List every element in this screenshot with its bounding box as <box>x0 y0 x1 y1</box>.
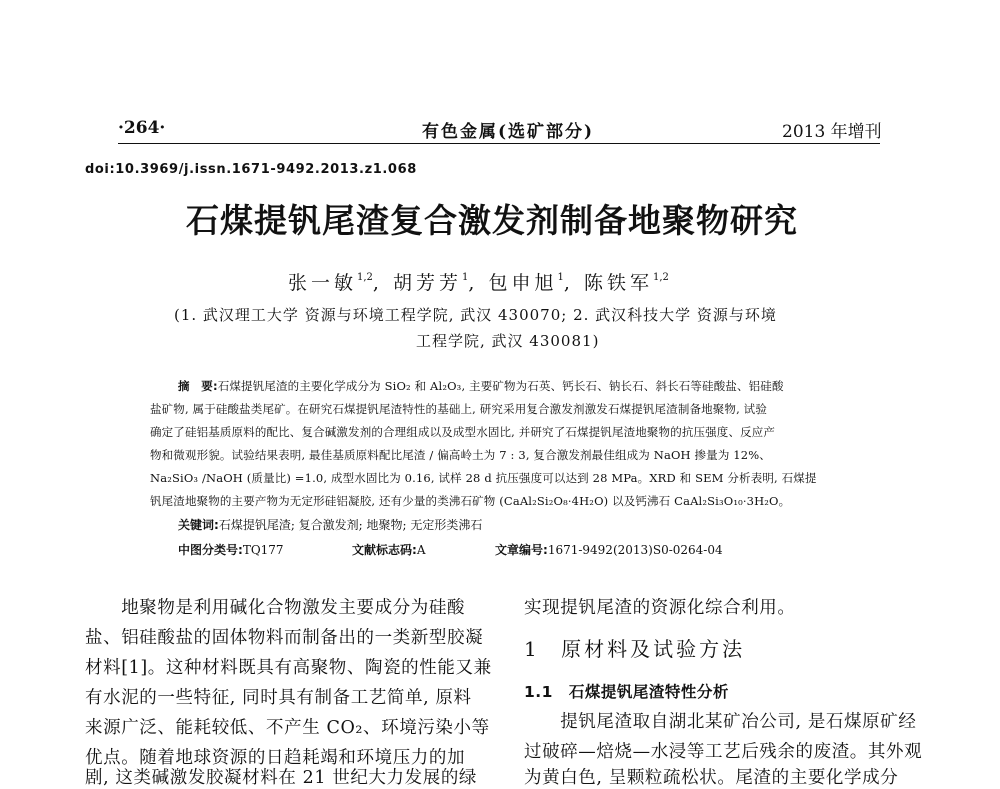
affiliation-line-2: 工程学院, 武汉 430081) <box>416 332 600 350</box>
abstract-line: 盐矿物, 属于硅酸盐类尾矿。在研究石煤提钒尾渣特性的基础上, 研究采用复合激发剂激发石煤提钒尾渣制备地聚物, 试验 <box>150 402 767 416</box>
abstract-line: 确定了硅铝基质原料的配比、复合碱激发剂的合理组成以及成型水固比, 并研究了石煤提钒尾渣地聚物的抗压强度、反应产 <box>150 425 776 439</box>
subsection-number: 1.1 <box>524 683 553 701</box>
abstract-label: 摘 要: <box>178 379 218 393</box>
keywords <box>178 516 482 533</box>
body-line: 有水泥的一些特征, 同时具有制备工艺简单, 原料 <box>85 688 472 708</box>
subsection-heading <box>524 680 729 702</box>
author-affil-mark: 1 <box>557 272 564 283</box>
keywords-text: 石煤提钒尾渣; 复合激发剂; 地聚物; 无定形类沸石 <box>218 518 483 532</box>
author-list: 张一敏$^{1,2}$, 胡芳芳$^1$, 包申旭$^1$, 陈铁军$^{1,2}$ <box>288 272 669 294</box>
abstract-line: Na₂SiO₃ /NaOH (质量比) =1.0, 成型水固比为 0.16, 试样 28 d 抗压强度可以达到 28 MPa。XRD 和 SEM 分析表明, 石煤提 <box>150 471 817 485</box>
section-title: 原材料及试验方法 <box>561 637 746 661</box>
abstract-line: 钒尾渣地聚物的主要产物为无定形硅铝凝胶, 还有少量的类沸石矿物 (CaAl₂Si₂O₈·4H₂O) 以及钙沸石 CaAl₂Si₃O₁₀·3H₂O。 <box>150 494 791 508</box>
document-code: 文献标志码:A <box>352 543 426 557</box>
paper-title: 石煤提钒尾渣复合激发剂制备地聚物研究 <box>186 201 798 240</box>
author-name: 陈铁军 <box>583 272 653 294</box>
section-number: 1 <box>524 637 540 661</box>
keywords-label: 关键词: <box>178 518 219 532</box>
body-line: 优点。随着地球资源的日趋耗竭和环境压力的加 <box>85 748 466 768</box>
journal-issue: 2013 年增刊 <box>782 122 882 142</box>
author-affil-mark: 1,2 <box>653 272 669 283</box>
affiliation-line-1: (1. 武汉理工大学 资源与环境工程学院, 武汉 430070; 2. 武汉科技大学 资源与环境 <box>174 306 777 324</box>
journal-name: 有色金属(选矿部分) <box>422 122 595 142</box>
header-rule <box>118 143 880 144</box>
body-line: 过破碎—焙烧—水浸等工艺后残余的废渣。其外观 <box>524 742 923 762</box>
subsection-title: 石煤提钒尾渣特性分析 <box>568 683 729 701</box>
author-name: 包申旭 <box>488 272 558 294</box>
body-line: 提钒尾渣取自湖北某矿冶公司, 是石煤原矿经 <box>524 712 917 732</box>
body-line: 盐、铝硅酸盐的固体物料而制备出的一类新型胶凝 <box>85 628 484 648</box>
body-line: 材料[1]。这种材料既具有高聚物、陶瓷的性能又兼 <box>85 658 492 678</box>
doi: doi:10.3969/j.issn.1671-9492.2013.z1.068 <box>85 162 417 177</box>
article-number: 文章编号:1671-9492(2013)S0-0264-04 <box>495 543 723 557</box>
body-line: 地聚物是利用碱化合物激发主要成分为硅酸 <box>85 598 466 618</box>
body-line: 为黄白色, 呈颗粒疏松状。尾渣的主要化学成分 <box>524 768 899 788</box>
author-affil-mark: 1,2 <box>357 272 373 283</box>
body-line: 来源广泛、能耗较低、不产生 CO₂、环境污染小等 <box>85 718 490 738</box>
body-line: 实现提钒尾渣的资源化综合利用。 <box>524 598 796 618</box>
author-name: 张一敏 <box>288 272 358 294</box>
abstract-line: 物和微观形貌。试验结果表明, 最佳基质原料配比尾渣 / 偏高岭土为 7 : 3, 复合激发剂最佳组成为 NaOH 掺量为 12%、 <box>150 448 771 462</box>
body-line: 剧, 这类碱激发胶凝材料在 21 世纪大力发展的绿 <box>85 768 478 788</box>
author-name: 胡芳芳 <box>393 272 463 294</box>
author-affil-mark: 1 <box>462 272 469 283</box>
section-heading <box>524 633 745 662</box>
clc-number: 中图分类号:TQ177 <box>178 543 284 557</box>
abstract-line: 摘 要:石煤提钒尾渣的主要化学成分为 SiO₂ 和 Al₂O₃, 主要矿物为石英、钙长石、钠长石、斜长石等硅酸盐、铝硅酸 <box>178 379 784 393</box>
page-number: ·264· <box>118 118 166 138</box>
